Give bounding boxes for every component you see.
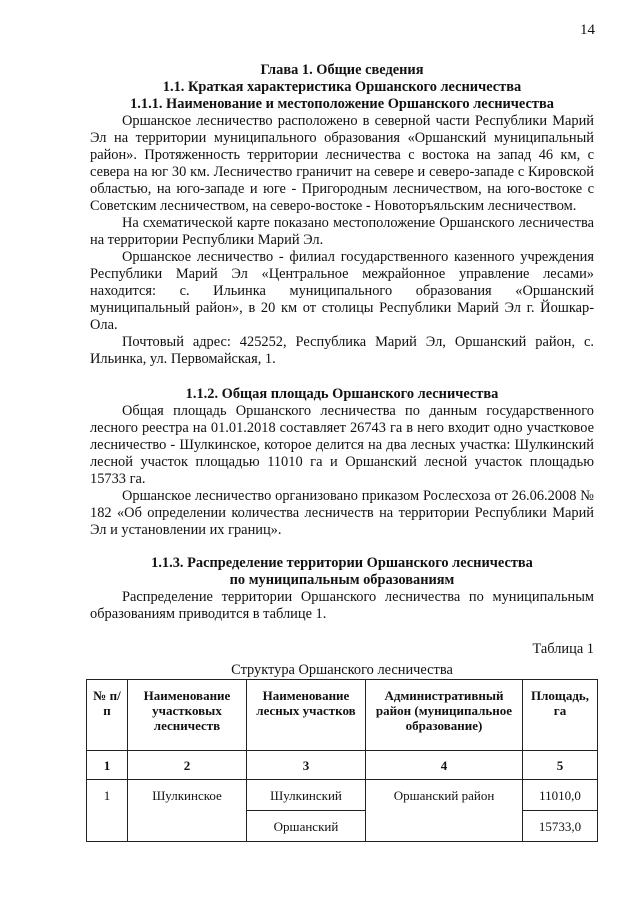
- row-number-cell: 1: [87, 780, 128, 842]
- plot-cell: Шулкинский: [247, 780, 366, 811]
- table-row: [87, 780, 598, 811]
- paragraph: Оршанское лесничество организовано приказом Рослесхоза от 26.06.2008 № 182 «Об определении количества лесничеств на территории Республики Марий Эл и установлении их границ».: [90, 488, 594, 538]
- document-body: [90, 62, 594, 842]
- column-number: 1: [87, 751, 128, 780]
- forestry-cell: Шулкинское: [128, 780, 247, 842]
- table-number-row: [87, 751, 598, 780]
- column-number: 4: [366, 751, 523, 780]
- plot-cell: Оршанский: [247, 811, 366, 842]
- area-cell: 11010,0: [523, 780, 598, 811]
- table-caption: Структура Оршанского лесничества: [231, 662, 453, 678]
- paragraph: На схематической карте показано местоположение Оршанского лесничества на территории Республики Марий Эл.: [90, 215, 594, 248]
- district-cell: Оршанский район: [366, 780, 523, 842]
- page-number: 14: [580, 22, 595, 38]
- column-number: 3: [247, 751, 366, 780]
- header-cell: Площадь, га: [523, 680, 598, 751]
- paragraph: Почтовый адрес: 425252, Республика Марий Эл, Оршанский район, с. Ильинка, ул. Первомайская, 1.: [90, 334, 594, 367]
- header-cell: № п/п: [87, 680, 128, 751]
- paragraph: Общая площадь Оршанского лесничества по данным государственного лесного реестра на 01.01.2018 составляет 26743 га в него входит одно участковое лесничество - Шулкинское, которое делится на два лесных участка: Шулкинский лесной участок площадью 11010 га и Оршанский лесной участок площадью 15733 га.: [90, 403, 594, 487]
- column-number: 5: [523, 751, 598, 780]
- column-number: 2: [128, 751, 247, 780]
- paragraph: Оршанское лесничество расположено в северной части Республики Марий Эл на территории муниципального образования «Оршанский муниципальный район». Протяженность территории лесничества с востока на запад 46 км, с севера на юг 30 км. Лесничество граничит на севере и северо-западе с Кировской областью, на юго-западе и юге - Пригородным лесничеством, на юго-востоке с Советским лесничеством, на северо-востоке - Новоторъяльским лесничеством.: [90, 113, 594, 214]
- subsection-heading: 1.1.1. Наименование и местоположение Оршанского лесничества: [130, 96, 554, 112]
- header-cell: Наименование участковых лесничеств: [128, 680, 247, 751]
- area-cell: 15733,0: [523, 811, 598, 842]
- table-header-row: [87, 680, 598, 751]
- section-heading: 1.1. Краткая характеристика Оршанского лесничества: [162, 79, 522, 95]
- header-cell: Административный район (муниципальное образование): [366, 680, 523, 751]
- subsection-heading: 1.1.3. Распределение территории Оршанского лесничества: [151, 555, 533, 571]
- structure-table: [86, 679, 598, 842]
- paragraph: Распределение территории Оршанского лесничества по муниципальным образованиям приводится в таблице 1.: [90, 589, 594, 622]
- subsection-heading-continued: по муниципальным образованиям: [229, 572, 455, 588]
- table-label: Таблица 1: [532, 641, 594, 657]
- chapter-title: Глава 1. Общие сведения: [260, 62, 424, 78]
- paragraph: Оршанское лесничество - филиал государственного казенного учреждения Республики Марий Эл «Центральное межрайонное управление лесами» находится: с. Ильинка муниципального образования «Оршанский муниципальный район», в 20 км от столицы Республики Марий Эл г. Йошкар-Ола.: [90, 249, 594, 333]
- header-cell: Наименование лесных участков: [247, 680, 366, 751]
- subsection-heading: 1.1.2. Общая площадь Оршанского лесничества: [185, 386, 499, 402]
